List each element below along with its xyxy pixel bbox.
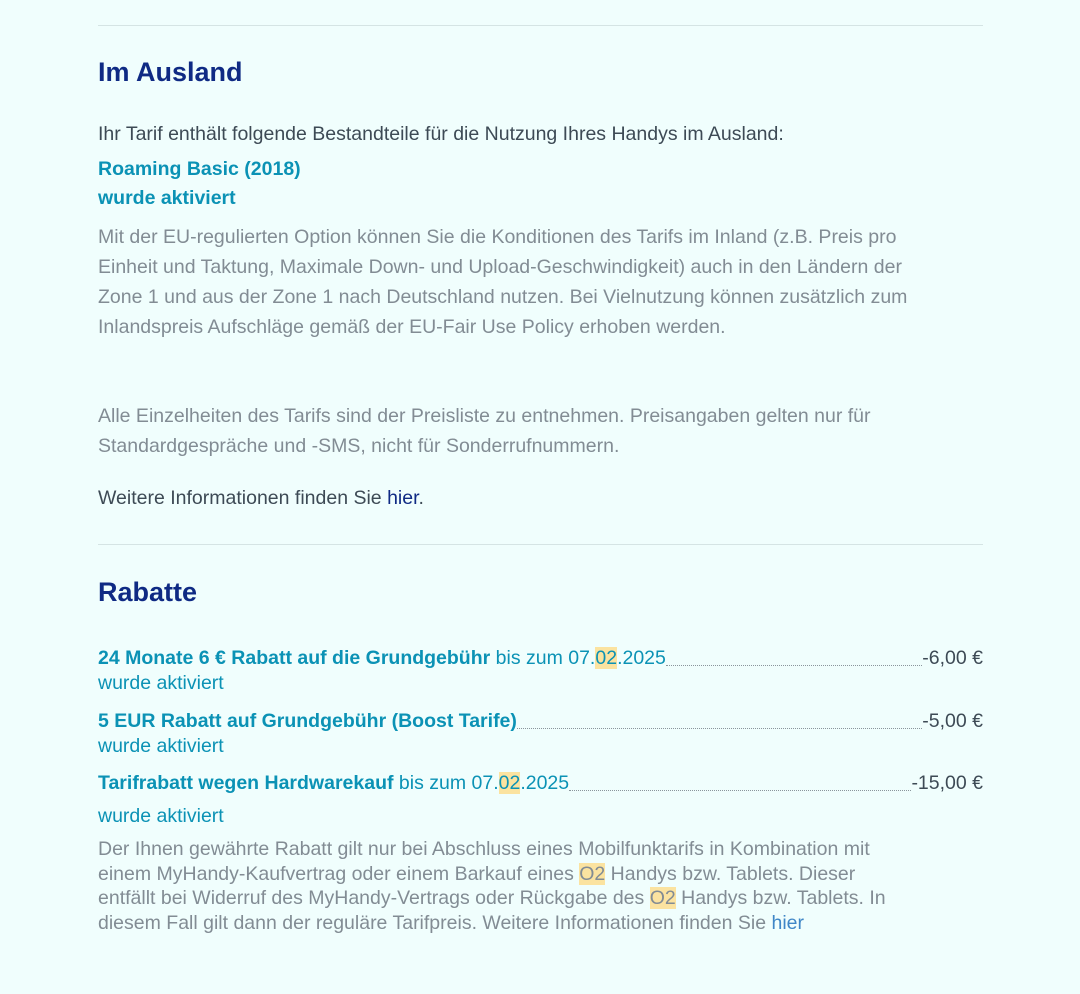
discount-name: Tarifrabatt wegen Hardwarekauf bbox=[98, 772, 394, 794]
dotted-leader bbox=[569, 789, 911, 791]
discount-name: 5 EUR Rabatt auf Grundgebühr (Boost Tarife) bbox=[98, 710, 517, 732]
note-text-1: Der Ihnen gewährte Rabatt gilt nur bei Abschluss eines Mobilfunktarifs in Kombination mit einem MyHandy-Kaufvertrag oder einem Barkauf eines bbox=[98, 838, 870, 885]
discount-label bbox=[98, 710, 517, 733]
more-info-line bbox=[98, 483, 424, 513]
discount-status: wurde aktiviert bbox=[98, 805, 224, 827]
more-info-end: . bbox=[418, 487, 424, 509]
roaming-description: Mit der EU-regulierten Option können Sie die Konditionen des Tarifs im Inland (z.B. Preis pro Einheit und Taktung, Maximale Down- und Upload-Geschwindigkeit) auch in den Ländern der Zone 1 und aus der Zone 1 nach Deutschland nutzen. Bei Vielnutzung können zusätzlich zum Inlandspreis Aufschläge gemäß der EU-Fair Use Policy erhoben werden. bbox=[98, 226, 908, 338]
note-highlight-o2: O2 bbox=[649, 887, 676, 909]
divider-middle bbox=[98, 544, 983, 545]
note-highlight-o2: O2 bbox=[579, 862, 606, 885]
discount-status: wurde aktiviert bbox=[98, 735, 224, 757]
discount-amount: -6,00 € bbox=[922, 647, 983, 669]
note-text-3: Handys bzw. Tablets. In diesem Fall gilt dann der reguläre Tarifpreis. Weitere Informationen finden Sie bbox=[98, 887, 886, 934]
discount-label bbox=[98, 647, 666, 670]
more-info-link[interactable]: hier bbox=[387, 487, 419, 509]
discount-until-prefix: bis zum 07. bbox=[490, 647, 596, 669]
discount-name: 24 Monate 6 € Rabatt auf die Grundgebühr bbox=[98, 647, 491, 669]
discount-amount: -5,00 € bbox=[922, 710, 983, 732]
discount-until-highlight: 02 bbox=[595, 647, 618, 669]
discount-row bbox=[98, 767, 983, 795]
discount-until-suffix: .2025 bbox=[617, 647, 666, 669]
more-info-text: Weitere Informationen finden Sie bbox=[98, 487, 388, 509]
note-more-info-link[interactable]: hier bbox=[771, 911, 804, 934]
ausland-intro: Ihr Tarif enthält folgende Bestandteile für die Nutzung Ihres Handys im Ausland: bbox=[98, 123, 784, 145]
section-heading-rabatte: Rabatte bbox=[98, 577, 198, 607]
discount-row bbox=[98, 642, 983, 670]
section-heading-ausland: Im Ausland bbox=[98, 57, 243, 87]
discount-label bbox=[98, 772, 569, 795]
roaming-option-status: wurde aktiviert bbox=[98, 187, 236, 209]
divider-top bbox=[98, 25, 983, 26]
dotted-leader bbox=[517, 727, 922, 729]
discount-until-prefix: bis zum 07. bbox=[393, 772, 499, 794]
discount-condition-note bbox=[98, 837, 918, 935]
note-text-2: Handys bzw. Tablets. Dieser entfällt bei Widerruf des MyHandy-Vertrags oder Rückgabe des bbox=[98, 862, 856, 909]
discount-until-highlight: 02 bbox=[498, 772, 521, 794]
dotted-leader bbox=[666, 664, 922, 666]
discount-amount: -15,00 € bbox=[911, 772, 983, 794]
tariff-details-note: Alle Einzelheiten des Tarifs sind der Preisliste zu entnehmen. Preisangaben gelten nur für Standardgespräche und -SMS, nicht für Sonderrufnummern. bbox=[98, 405, 871, 457]
discount-row bbox=[98, 705, 983, 733]
roaming-option-name: Roaming Basic (2018) bbox=[98, 158, 301, 180]
discount-status: wurde aktiviert bbox=[98, 672, 224, 694]
discount-until-suffix: .2025 bbox=[520, 772, 570, 794]
